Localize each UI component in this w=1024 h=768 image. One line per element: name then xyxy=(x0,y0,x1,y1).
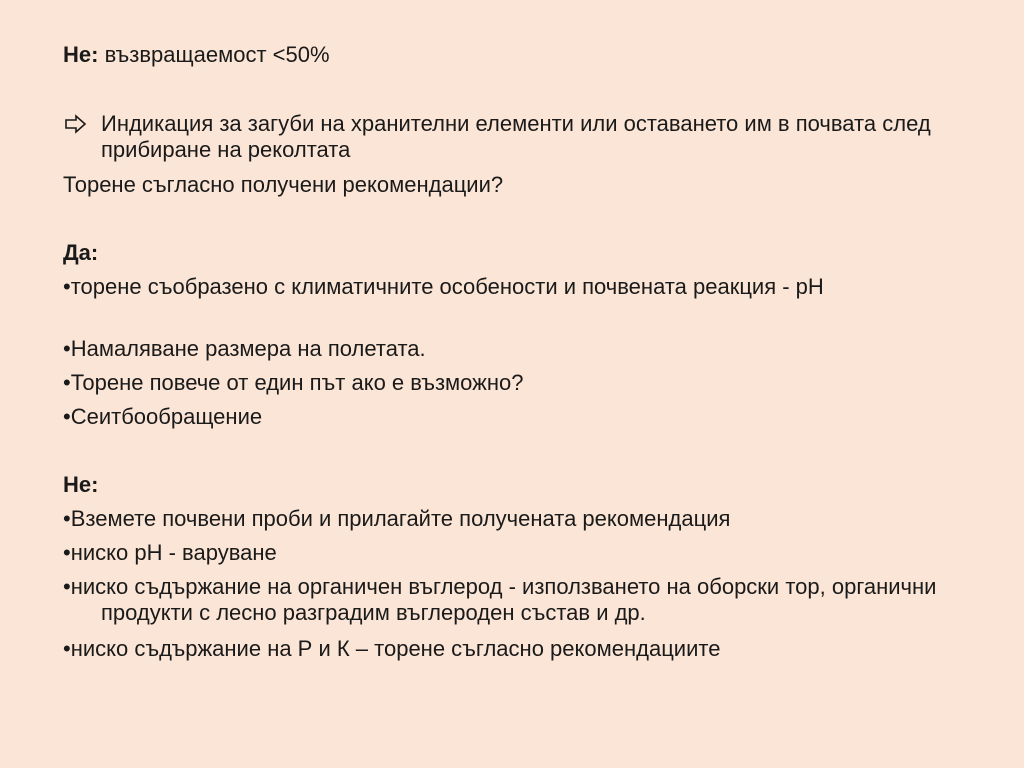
fertilization-question: Торене съгласно получени рекомендации? xyxy=(63,172,504,197)
no-heading: Не: xyxy=(63,472,99,497)
no-item: •ниско съдържание на Р и К – торене съгласно рекомендациите xyxy=(63,636,721,661)
ne-label-top: Не: xyxy=(63,42,99,67)
yes-item: •Намаляване размера на полетата. xyxy=(63,336,426,361)
return-rate-text: възвращаемост <50% xyxy=(104,42,330,67)
yes-heading: Да: xyxy=(63,240,99,265)
no-item: •Вземете почвени проби и прилагайте получената рекомендация xyxy=(63,506,731,531)
no-item: •ниско pH - варуване xyxy=(63,540,277,565)
return-rate-line xyxy=(63,42,330,68)
no-item: •ниско съдържание на органичен въглерод - използването на оборски тор, органични продукти с лесно разградим въглероден състав и др. xyxy=(63,574,937,625)
yes-item: •Сеитбообращение xyxy=(63,404,263,429)
hollow-right-arrow-icon xyxy=(63,111,89,137)
indication-row xyxy=(63,111,943,163)
yes-item: •торене съобразено с климатичните особености и почвената реакция - pH xyxy=(63,274,824,299)
indication-text: Индикация за загуби на хранителни елементи или оставането им в почвата след прибиране на реколтата xyxy=(101,111,931,162)
yes-item: •Торене повече от един път ако е възможно? xyxy=(63,370,524,395)
